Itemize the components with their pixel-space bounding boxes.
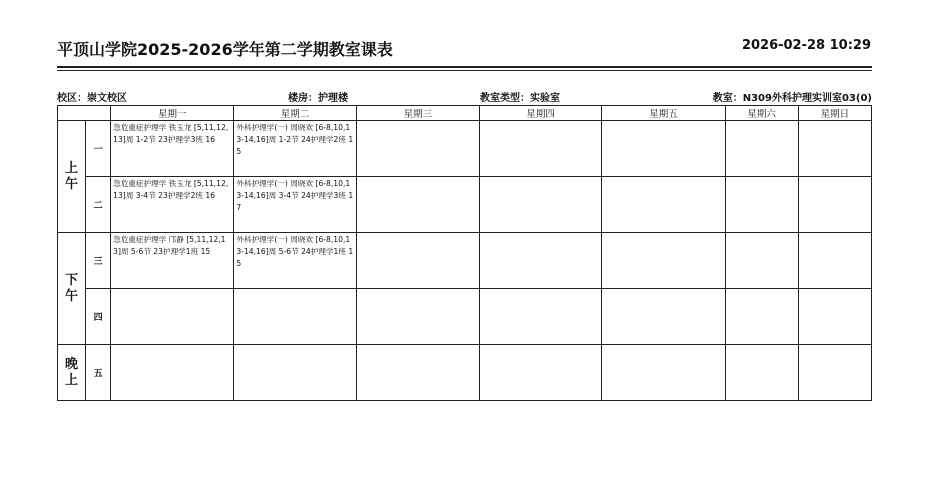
schedule-cell bbox=[234, 289, 356, 345]
schedule-cell bbox=[480, 345, 602, 401]
schedule-cell bbox=[480, 289, 602, 345]
schedule-cell bbox=[725, 121, 798, 177]
section-label: 三 bbox=[86, 233, 111, 289]
schedule-cell bbox=[602, 289, 725, 345]
schedule-cell bbox=[798, 289, 871, 345]
corner-cell bbox=[58, 106, 111, 121]
schedule-cell bbox=[356, 233, 479, 289]
timetable bbox=[57, 105, 872, 401]
building-label: 楼房：护理楼 bbox=[288, 93, 348, 104]
day-header: 星期四 bbox=[480, 106, 602, 121]
table-row bbox=[58, 345, 872, 401]
schedule-cell bbox=[111, 289, 234, 345]
header-rule bbox=[57, 66, 872, 68]
day-header: 星期六 bbox=[725, 106, 798, 121]
section-label: 五 bbox=[86, 345, 111, 401]
schedule-cell bbox=[480, 121, 602, 177]
schedule-cell: 急危重症护理学 铁玉龙 [5,11,12,13]周 1-2节 23护理学3班 16 bbox=[111, 121, 234, 177]
schedule-cell bbox=[602, 233, 725, 289]
room-type-label: 教室类型：实验室 bbox=[480, 93, 560, 104]
schedule-cell: 外科护理学(一) 周晓欢 [6-8,10,13-14,16]周 5-6节 24护理学1班 15 bbox=[234, 233, 356, 289]
campus-label: 校区：崇文校区 bbox=[57, 93, 127, 104]
day-header: 星期一 bbox=[111, 106, 234, 121]
schedule-cell bbox=[602, 345, 725, 401]
schedule-cell bbox=[234, 345, 356, 401]
schedule-cell bbox=[602, 121, 725, 177]
day-header: 星期日 bbox=[798, 106, 871, 121]
schedule-cell: 急危重症护理学 铁玉龙 [5,11,12,13]周 3-4节 23护理学2班 16 bbox=[111, 177, 234, 233]
room-label: 教室：N309外科护理实训室03(0) bbox=[712, 93, 872, 104]
schedule-cell bbox=[725, 177, 798, 233]
schedule-cell: 外科护理学(一) 周晓欢 [6-8,10,13-14,16]周 1-2节 24护理学2班 15 bbox=[234, 121, 356, 177]
header-rule-thin bbox=[57, 70, 872, 71]
schedule-cell bbox=[725, 289, 798, 345]
day-header: 星期五 bbox=[602, 106, 725, 121]
schedule-cell: 外科护理学(一) 周晓欢 [6-8,10,13-14,16]周 3-4节 24护理学3班 17 bbox=[234, 177, 356, 233]
day-header: 星期三 bbox=[356, 106, 479, 121]
table-row bbox=[58, 233, 872, 289]
schedule-cell bbox=[798, 121, 871, 177]
day-header: 星期二 bbox=[234, 106, 356, 121]
schedule-cell bbox=[480, 233, 602, 289]
schedule-cell bbox=[356, 121, 479, 177]
schedule-cell: 急危重症护理学 邝静 [5,11,12,13]周 5-6节 23护理学1班 15 bbox=[111, 233, 234, 289]
schedule-cell bbox=[356, 345, 479, 401]
schedule-cell bbox=[725, 233, 798, 289]
schedule-cell bbox=[602, 177, 725, 233]
schedule-cell bbox=[111, 345, 234, 401]
schedule-cell bbox=[480, 177, 602, 233]
section-label: 二 bbox=[86, 177, 111, 233]
section-label: 四 bbox=[86, 289, 111, 345]
table-row bbox=[58, 289, 872, 345]
section-label: 一 bbox=[86, 121, 111, 177]
period-morning: 上 午 bbox=[58, 121, 86, 233]
table-row bbox=[58, 121, 872, 177]
schedule-cell bbox=[798, 345, 871, 401]
page-title: 平顶山学院2025-2026学年第二学期教室课表 bbox=[57, 40, 393, 59]
schedule-cell bbox=[798, 233, 871, 289]
schedule-cell bbox=[798, 177, 871, 233]
table-row bbox=[58, 177, 872, 233]
print-timestamp: 2026-02-28 10:29 bbox=[741, 38, 871, 53]
schedule-cell bbox=[356, 177, 479, 233]
day-header-row bbox=[58, 106, 872, 121]
schedule-cell bbox=[356, 289, 479, 345]
period-afternoon: 下 午 bbox=[58, 233, 86, 345]
period-evening: 晚 上 bbox=[58, 345, 86, 401]
schedule-cell bbox=[725, 345, 798, 401]
